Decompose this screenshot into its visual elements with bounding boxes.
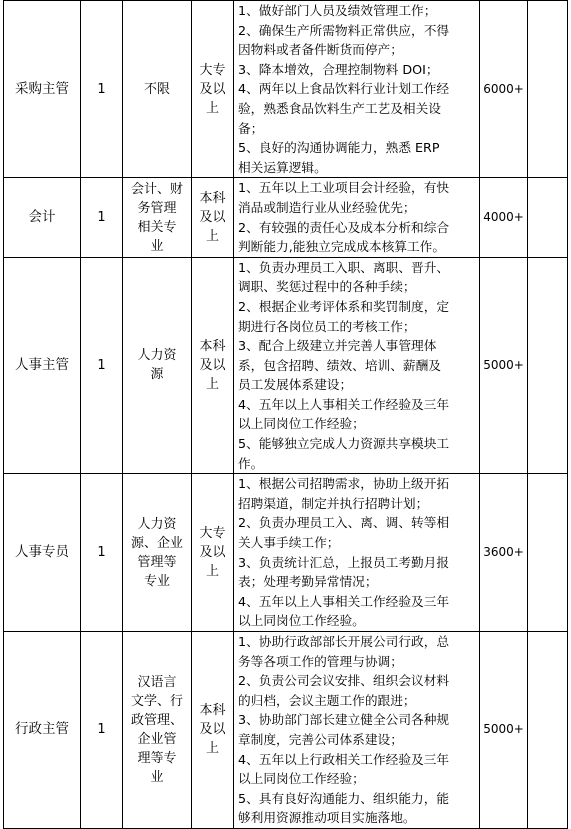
job-duties-line: 期进行各岗位员工的考核工作； [238,318,416,334]
major-requirement-line: 业 [150,769,164,785]
job-duties-line: 作。 [238,455,264,471]
job-duties-line: 1、五年以上工业项目会计经验，有快 [238,180,450,196]
education-requirement-line: 上 [205,229,219,245]
major-requirement-line: 管理等 [137,554,177,570]
job-duties-line: 关人事手续工作； [238,535,340,551]
table-row [4,257,568,474]
position-title: 行政主管 [4,632,81,829]
education-requirement-line: 上 [205,376,219,392]
job-duties-line: 2、负责办理员工入、离、调、转等相 [238,515,450,531]
education-requirement-line: 及以 [199,545,226,561]
education-requirement-line: 上 [205,100,219,116]
education-requirement-line: 本科 [199,338,226,354]
education-requirement-line: 本科 [199,703,226,719]
job-duties-line: 2、负责公司会议安排、组织会议材料 [238,673,450,689]
salary: 3600+ [480,474,528,632]
education-requirement-line: 大专 [199,526,226,542]
major-requirement-line: 不限 [143,81,170,97]
education-requirement-line: 及以 [199,81,226,97]
major-requirement [123,474,192,632]
headcount: 1 [81,474,123,632]
position-title: 采购主管 [4,1,81,178]
job-duties [234,474,480,632]
job-duties-line: 消品或制造行业从业经验优先； [238,199,416,215]
major-requirement-line: 人力资 [137,516,177,532]
salary: 4000+ [480,178,528,257]
major-requirement-line: 业 [150,238,164,254]
education-requirement-line: 上 [205,741,219,757]
education-requirement-line: 及以 [199,210,226,226]
job-duties-line: 5、具有良好沟通能力、组织能力，能 [238,790,450,806]
major-requirement-line: 专业 [143,573,170,589]
major-requirement-line: 会计、财 [130,181,183,197]
job-duties [234,257,480,474]
education-requirement-line: 上 [205,564,219,580]
job-duties-line: 表；处理考勤异常情况； [238,574,378,590]
job-duties-line: 以上同岗位工作经验； [238,416,365,432]
education-requirement [192,257,234,474]
table-row [4,474,568,632]
major-requirement-line: 理等专 [137,750,177,766]
job-duties-line: 章制度，完善公司体系建设； [238,731,403,747]
job-duties-line: 够利用资源推动项目实施落地。 [238,810,416,826]
education-requirement-line: 及以 [199,357,226,373]
job-duties-line: 务等各项工作的管理与协调； [238,653,403,669]
job-duties-line: 3、负责统计汇总，上报员工考勤月报 [238,554,450,570]
education-requirement-line: 本科 [199,191,226,207]
table-row [4,178,568,257]
job-duties-line: 判断能力,能独立完成成本核算工作。 [238,239,446,255]
headcount: 1 [81,1,123,178]
salary: 6000+ [480,1,528,178]
remarks-cell [528,178,568,257]
salary: 5000+ [480,632,528,829]
education-requirement [192,1,234,178]
major-requirement-line: 源 [150,367,164,383]
education-requirement [192,178,234,257]
job-duties-line: 5、良好的沟通协调能力，熟悉 ERP [238,140,440,156]
salary: 5000+ [480,257,528,474]
table-row [4,1,568,178]
education-requirement [192,632,234,829]
major-requirement [123,257,192,474]
job-duties-line: 2、确保生产所需物料正常供应，不得 [238,22,450,38]
job-duties-line: 备； [238,120,264,136]
job-duties-line: 4、五年以上人事相关工作经验及三年 [238,396,450,412]
job-table [3,0,568,829]
major-requirement-line: 务管理 [137,200,177,216]
major-requirement-line: 源、企业 [130,535,183,551]
headcount: 1 [81,632,123,829]
position-title: 会计 [4,178,81,257]
job-duties-line: 以上同岗位工作经验； [238,771,365,787]
job-duties-line: 因物料或者备件断货而停产； [238,42,403,58]
job-duties-line: 招聘渠道，制定并执行招聘计划； [238,495,429,511]
education-requirement [192,474,234,632]
major-requirement [123,1,192,178]
job-duties-line: 2、有较强的责任心及成本分析和综合 [238,219,450,235]
job-duties-line: 1、协助行政部部长开展公司行政，总 [238,634,450,649]
table-row [4,632,568,829]
major-requirement-line: 政管理、 [130,712,183,728]
job-duties-line: 4、两年以上食品饮料行业计划工作经 [238,81,450,97]
job-duties-line: 员工发展体系建设； [238,377,353,393]
job-duties-line: 的归档，会议主题工作的跟进； [238,692,416,708]
job-duties [234,178,480,257]
education-requirement-line: 大专 [199,62,226,78]
job-duties-line: 3、配合上级建立并完善人事管理体 [238,338,437,354]
major-requirement [123,632,192,829]
major-requirement-line: 汉语言 [137,674,177,690]
job-duties [234,632,480,829]
remarks-cell [528,257,568,474]
remarks-cell [528,474,568,632]
job-duties-line: 1、负责办理员工入职、离职、晋升、 [238,259,450,275]
job-duties-line: 4、五年以上行政相关工作经验及三年 [238,751,450,767]
job-duties-line: 4、五年以上人事相关工作经验及三年 [238,593,450,609]
job-duties [234,1,480,178]
remarks-cell [528,632,568,829]
headcount: 1 [81,178,123,257]
major-requirement [123,178,192,257]
job-duties-line: 调职、奖惩过程中的各种手续； [238,279,416,295]
job-duties-line: 2、根据企业考评体系和奖罚制度，定 [238,298,450,314]
remarks-cell [528,1,568,178]
major-requirement-line: 企业管 [137,731,177,747]
job-duties-line: 以上同岗位工作经验。 [238,613,365,629]
major-requirement-line: 相关专 [137,219,177,235]
education-requirement-line: 及以 [199,722,226,738]
job-duties-line: 1、做好部门人员及绩效管理工作； [238,3,437,18]
job-duties-line: 系，包含招聘、绩效、培训、薪酬及 [238,357,441,373]
job-duties-line: 验，熟悉食品饮料生产工艺及相关设 [238,100,441,116]
job-duties-line: 5、能够独立完成人力资源共享模块工 [238,436,450,452]
headcount: 1 [81,257,123,474]
major-requirement-line: 文学、行 [130,693,183,709]
position-title: 人事主管 [4,257,81,474]
job-duties-line: 3、协助部门部长建立健全公司各种规 [238,712,450,728]
job-duties-line: 3、降本增效，合理控制物料 DOI； [238,61,439,77]
job-duties-line: 相关运算逻辑。 [238,159,327,175]
job-duties-line: 1、根据公司招聘需求，协助上级开拓 [238,476,450,492]
major-requirement-line: 人力资 [137,348,177,364]
position-title: 人事专员 [4,474,81,632]
